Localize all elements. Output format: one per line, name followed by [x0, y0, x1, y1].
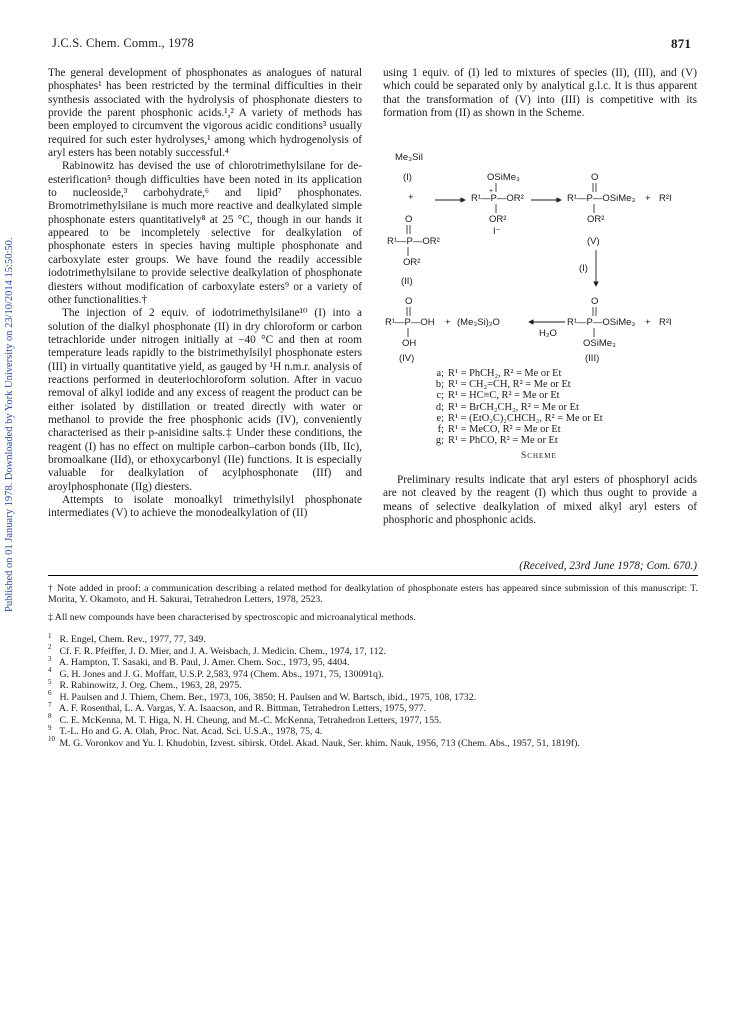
- reagent-I-arrow: (I): [579, 263, 588, 274]
- label-V: (V): [587, 236, 600, 247]
- or2-V: OR²: [587, 214, 605, 225]
- siloxane-product: (Me₃Si)₂O: [457, 317, 500, 328]
- received-date: (Received, 23rd June 1978; Com. 670.): [519, 560, 697, 572]
- paragraph-rabinowitz: Rabinowitz has devised the use of chlorotrimethylsilane for de-esterification⁵ though difficulties have been noted in its application to nucleoside,³ carbohydrate,⁶ and lipid⁷ phosphonates. Bromotrimethylsilane is much more reactive and dealkylated simple phosphonate esters quantitatively⁸ at 25 °C, though in our hands it appeared to be incompletely selective for dealkylation of phosphonate esters in species having multiple phosphonate and carboxylate ester groups. We have found the readily accessible iodotrimethylsilane to provide selective dealkylation of phosphonate diesters without modification of carboxylate esters⁹ or a variety of other functionalities.†: [48, 160, 362, 306]
- oxo-IV: O: [405, 296, 413, 307]
- journal-header: J.C.S. Chem. Comm., 1978: [52, 36, 194, 50]
- osime3-III: OSiMe₃: [583, 338, 616, 349]
- label-II: (II): [401, 276, 413, 287]
- download-watermark: Published on 01 January 1978. Downloaded by York University on 23/10/2014 15:50:50.: [4, 237, 15, 612]
- label-IV: (IV): [399, 353, 415, 364]
- svg-text:+: +: [489, 188, 494, 195]
- oxo-III: O: [591, 296, 599, 307]
- water-reagent: H₂O: [539, 328, 557, 339]
- footnote-rule: [48, 575, 698, 576]
- legend-row: b; R¹ = CH₂=CH, R² = Me or Et: [435, 379, 571, 391]
- structure-III: R¹—P—OSiMe₃: [567, 317, 636, 328]
- structure-V: R¹—P—OSiMe₃: [567, 193, 636, 204]
- page-number: 871: [671, 36, 692, 51]
- structure-intermediate: R¹—P—OR²: [471, 193, 524, 204]
- reference-list: [48, 631, 708, 749]
- reference-item: 9 T.-L. Ho and G. A. Olah, Proc. Nat. Acad. Sci. U.S.A., 1978, 75, 4.: [48, 723, 323, 737]
- r2i-1: R²I: [659, 193, 672, 204]
- legend-row: g; R¹ = PhCO, R² = Me or Et: [435, 435, 558, 447]
- reference-item: 3 A. Hampton, T. Sasaki, and B. Paul, J. Amer. Chem. Soc., 1973, 95, 4404.: [48, 654, 350, 668]
- oxo-II: O: [405, 214, 413, 225]
- label-I: (I): [403, 172, 412, 183]
- or2-II: OR²: [403, 257, 421, 268]
- r2i-2: R²I: [659, 317, 672, 328]
- footnote-dagger: † Note added in proof: a communication describing a related method for dealkylation of phosphonate esters has appeared since submission of this manuscript: T. Morita, Y. Okamoto, and H. Sakurai, Tetrahedron Letters, 1978, 2523.: [48, 583, 698, 606]
- legend-row: a; R¹ = PhCH₂, R² = Me or Et: [436, 368, 562, 379]
- plus-r2i-1: +: [645, 193, 651, 204]
- structure-II: R¹—P—OR²: [387, 236, 440, 247]
- legend-row: e; R¹ = (EtO₂C)₂CHCH₂, R² = Me or Et: [436, 412, 603, 424]
- osime3-intermediate: OSiMe₃: [487, 172, 520, 183]
- legend-row: d; R¹ = BrCH₂CH₂, R² = Me or Et: [435, 401, 579, 413]
- legend-row: c; R¹ = HC≡C, R² = Me or Et: [436, 390, 560, 402]
- right-column-top: [383, 67, 697, 120]
- legend-row: f; R¹ = MeCO, R² = Me or Et: [437, 424, 561, 436]
- paragraph-continuation: using 1 equiv. of (I) led to mixtures of species (II), (III), and (V) which could be separated only by analytical g.l.c. It is thus apparent that the transformation of (V) into (III) is competitive with its formation from (II) as shown in the Scheme.: [383, 67, 697, 120]
- plus-r2i-2: +: [645, 317, 651, 328]
- footnote-ddagger: ‡ All new compounds have been characterised by spectroscopic and microanalytical methods.: [48, 612, 416, 623]
- reagent-me3sii: Me₃SiI: [395, 152, 424, 163]
- reference-item: 10 M. G. Voronkov and Yu. I. Khudobin, Izvest. sibirsk. Otdel. Akad. Nauk, Ser. khim. Nauk, 1956, 713 (Chem. Abs., 1957, 51, 1819f).: [48, 735, 580, 749]
- structure-IV: R¹—P—OH: [385, 317, 435, 328]
- paragraph-attempts: Attempts to isolate monoalkyl trimethylsilyl phosphonate intermediates (V) to achieve the monodealkylation of (II): [48, 494, 362, 520]
- paragraph-preliminary: Preliminary results indicate that aryl esters of phosphoryl acids are not cleaved by the reagent (I) which thus ought to provide a means of selective dealkylation of mixed alkyl aryl esters of phosphoric and phosphonic acids.: [383, 474, 697, 527]
- scheme-legend: [432, 368, 603, 446]
- paragraph-intro: The general development of phosphonates as analogues of natural phosphates¹ has been restricted by the terminal difficulties in their synthesis associated with the hydrolysis of phosphonate diesters to provide the parent phosphonic acids.¹,² A variety of methods has been employed to circumvent the vigorous acidic conditions³ usually required for such ester hydrolyses,¹ among which hydrogenolysis of aryl esters has been notably successful.⁴: [48, 67, 362, 160]
- plus-sign: +: [408, 192, 414, 203]
- iodide-anion: I⁻: [493, 226, 501, 237]
- reference-item: 7 A. F. Rosenthal, L. A. Vargas, Y. A. Isaacson, and R. Bittman, Tetrahedron Letters, 1975, 977.: [48, 700, 427, 714]
- reference-item: 8 C. E. McKenna, M. T. Higa, N. H. Cheung, and M.-C. McKenna, Tetrahedron Letters, 1977, 155.: [48, 712, 442, 726]
- reference-item: 4 G. H. Jones and J. G. Moffatt, U.S.P. 2,583, 974 (Chem. Abs., 1971, 75, 130091q).: [48, 666, 384, 680]
- scheme-caption: Scheme: [521, 451, 557, 461]
- oh-IV: OH: [402, 338, 417, 349]
- reference-item: 1 R. Engel, Chem. Rev., 1977, 77, 349.: [48, 631, 206, 645]
- or2-intermediate: OR²: [489, 214, 507, 225]
- paragraph-injection: The injection of 2 equiv. of iodotrimethylsilane¹⁰ (I) into a solution of the dialkyl phosphonate (II) in dry chloroform or carbon tetrachloride under nitrogen initially at −40 °C and then at room temperature leads rapidly to the bistrimethylsilyl phosphonate esters (III) in virtually quantitative yield, as gauged by ¹H n.m.r. analysis of reactions performed in deuteriochloroform solution. After in vacuo removal of alkyl iodide and any excess of reagent the product can be either isolated by distillation or treated directly with water or methanol to provide the free phosphonic acids (IV), conveniently characterised as their p-anisidine salts.‡ Under these conditions, the reagent (I) has no effect on multiple carbon–carbon bonds (IIb, IIc), bromoalkane (IId), or ethoxycarbonyl (IIe) functions. It is especially valuable for dealkylation of acylphosphonate (IIf) and aroylphosphonate (IIg) diesters.: [48, 307, 362, 493]
- plus-siloxane: +: [445, 317, 451, 328]
- reference-item: 6 H. Paulsen and J. Thiem, Chem. Ber., 1973, 106, 3850; H. Paulsen and W. Bartsch, ibid., 1975, 108, 1732.: [48, 689, 477, 703]
- left-column: [48, 67, 362, 521]
- reference-item: 2 Cf. F. R. Pfeiffer, J. D. Mier, and J. A. Weisbach, J. Medicin. Chem., 1974, 17, 112.: [48, 643, 386, 657]
- label-III: (III): [585, 353, 600, 364]
- oxo-V: O: [591, 172, 599, 183]
- reference-item: 5 R. Rabinowitz, J. Org. Chem., 1963, 28, 2975.: [48, 677, 242, 691]
